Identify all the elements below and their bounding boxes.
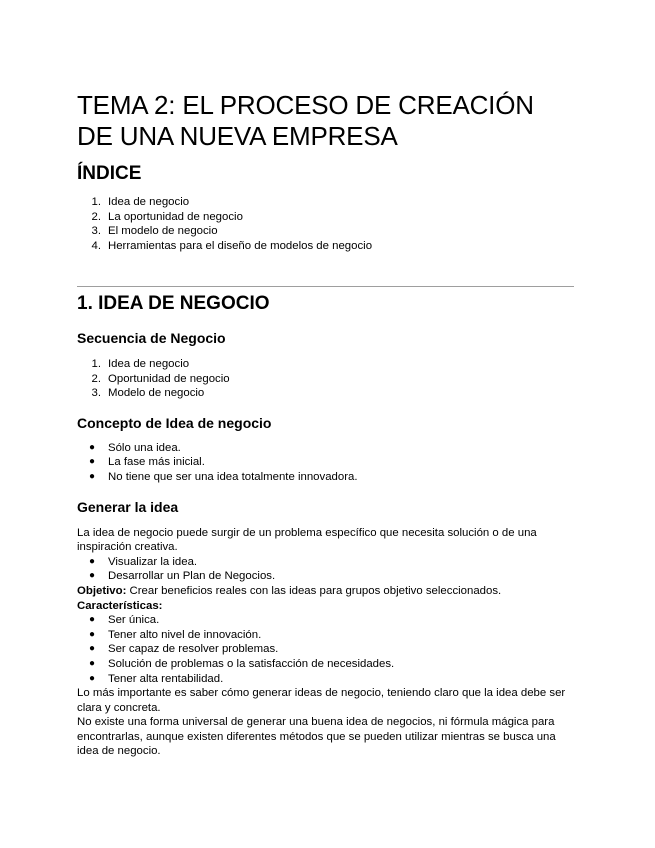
section-divider — [77, 286, 574, 287]
title-line-1: TEMA 2: EL PROCESO DE CREACIÓN — [77, 90, 534, 120]
objetivo-text: Crear beneficios reales con las ideas para grupos objetivo seleccionados. — [126, 584, 502, 597]
list-item: 1. Idea de negocio — [91, 196, 190, 208]
list-item: ● Ser única. — [89, 614, 160, 627]
title-line-2: DE UNA NUEVA EMPRESA — [77, 121, 398, 151]
caracteristicas-label: Características: — [77, 599, 163, 612]
objetivo-line — [77, 584, 577, 599]
list-item: 4. Herramientas para el diseño de modelos de negocio — [91, 239, 373, 252]
secuencia-list — [77, 357, 577, 401]
concepto-list — [77, 441, 577, 485]
generar-list — [77, 555, 577, 584]
generar-intro: La idea de negocio puede surgir de un problema específico que necesita solución o de una inspiración creativa. — [77, 526, 537, 554]
list-item: ● Tener alta rentabilidad. — [89, 672, 224, 685]
document-title — [77, 90, 577, 152]
list-item: ● No tiene que ser una idea totalmente innovadora. — [89, 470, 358, 483]
list-item: ● Ser capaz de resolver problemas. — [89, 643, 279, 656]
generar-heading: Generar la idea — [77, 498, 179, 515]
indice-heading: ÍNDICE — [77, 163, 142, 184]
list-item: ● Sólo una idea. — [89, 441, 181, 454]
indice-list — [77, 195, 577, 253]
list-item: 3. El modelo de negocio — [91, 225, 218, 238]
list-item: 3. Modelo de negocio — [91, 387, 205, 400]
list-item: 2. La oportunidad de negocio — [91, 210, 243, 223]
list-item: ● La fase más inicial. — [89, 456, 205, 469]
concepto-heading: Concepto de Idea de negocio — [77, 414, 272, 431]
list-item: ● Visualizar la idea. — [89, 555, 198, 568]
list-item: ● Solución de problemas o la satisfacción de necesidades. — [89, 657, 395, 670]
section-heading: 1. IDEA DE NEGOCIO — [77, 293, 270, 314]
closing-paragraph-1: Lo más importante es saber cómo generar ideas de negocio, teniendo claro que la idea debe ser clara y concreta. — [77, 687, 566, 714]
objetivo-label: Objetivo: — [77, 584, 127, 597]
list-item: 2. Oportunidad de negocio — [91, 372, 230, 385]
closing-paragraph-2: No existe una forma universal de generar una buena idea de negocios, ni fórmula mágica para encontrarlas, aunque existen diferentes métodos que se pueden utilizar mientras se busca una idea de negocio. — [77, 716, 556, 758]
list-item: ● Desarrollar un Plan de Negocios. — [89, 570, 276, 583]
secuencia-heading: Secuencia de Negocio — [77, 330, 226, 346]
section-idea-de-negocio — [77, 292, 577, 759]
list-item: ● Tener alto nivel de innovación. — [89, 628, 262, 641]
document-header — [77, 90, 577, 253]
list-item: 1. Idea de negocio — [91, 358, 190, 370]
caracteristicas-list — [77, 613, 577, 686]
